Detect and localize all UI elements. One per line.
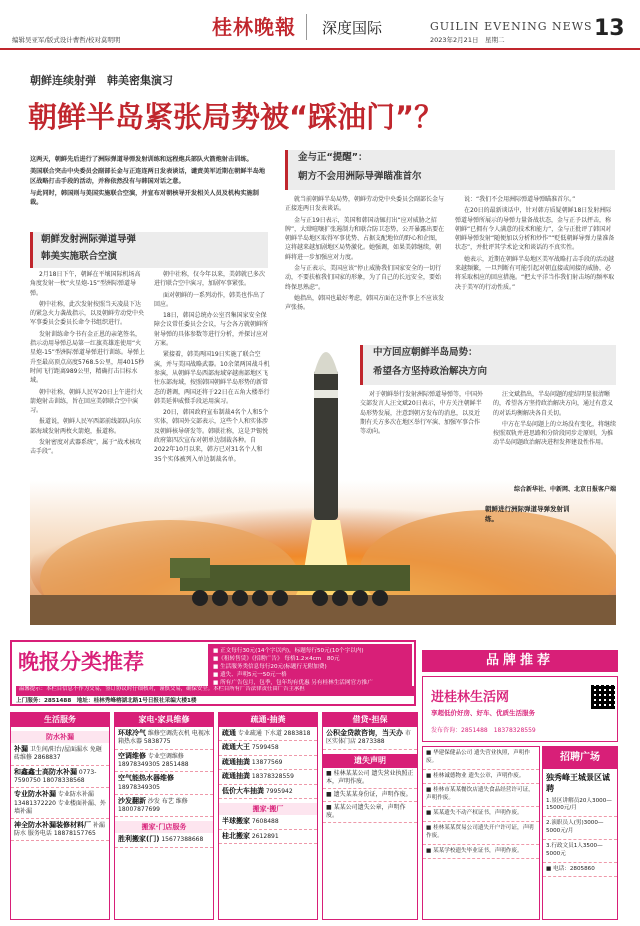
item-desc: 18978349305 [118,783,160,791]
column-header: 借贷·担保 [323,713,417,727]
item-name: 空气能热水器维修 [118,774,174,783]
column-subheader: 搬家·门店服务 [115,821,213,833]
ad-address: 上门服务：2851488 地址：桂林秀峰榕湖北路1号日报社采编大楼1楼 [16,698,197,704]
subheading-line: 朝方不会用洲际导弹瞄准首尔 [298,170,422,182]
masthead [0,0,640,50]
item-desc: 0773-7590750 18078338568 [14,768,97,784]
list-item: ■ 桂林市某某餐饮店遗失食品经营许可证，声明作废。 [423,784,539,807]
item-name: 公积金贷款咨询，当天办 [326,729,403,737]
article-kicker: 朝鲜连续射弹 韩美密集演习 [30,74,173,87]
article-headline: 朝鲜半岛紧张局势被“踩油门”？ [28,100,444,134]
item-name: 补漏 [14,745,28,753]
notice-list [422,746,540,920]
lead-paragraph: 与此同时，韩国则与美国实施联合空演，并宣布对朝核导开发相关人员及机构实施制裁。 [30,189,259,207]
list-item [323,727,417,750]
body-paragraph: 中方在半岛问题上的立场没有变化，将继续按照双轨并进思路和分阶段同步走原则，为推动半岛问题政治解决进程发挥建设性作用。 [493,420,616,447]
body-paragraph: 说：“我们不会用洲际弹道导弹瞄准首尔。” [464,196,576,203]
pipe-cleaning-column [218,712,318,920]
list-item [115,772,213,795]
classified-title: 晚报分类推荐 [18,650,144,674]
column-header: 生活服务 [11,713,109,727]
brand-slogan: 享超低价好房、好车、优质生活服务 [431,709,535,717]
page-number: 13 [594,16,625,41]
subheading-line: 金与正“提醒”： [298,152,368,163]
list-item [11,819,109,842]
rate-line: ■ 生活服务类信息每行20元(标题行无附加费) [213,664,327,671]
list-item: ■ 遗失某某身份证，声明作废。 [323,789,417,802]
item-desc: 2612891 [251,832,279,840]
brand-ad [422,676,618,742]
item-name: 疏通抽粪 [222,757,250,766]
item-desc: 专业疏通 下水道 2883818 [237,730,311,737]
subheading-line: 朝鲜发射洲际弹道导弹 [41,234,137,245]
list-item [115,727,213,750]
subheading-line: 韩美实施联合空演 [41,250,118,262]
list-item [219,727,317,741]
list-item [115,750,213,773]
list-item: 1.景区讲解员20人3000—15000元/月 [543,795,617,818]
list-item [219,815,317,829]
list-item: ■ 桂林某某贸易公司遗失开户许可证，声明作废。 [423,822,539,845]
item-name: 疏通 [222,729,236,737]
body-paragraph: 她指出，韩国也最好考虑，韩国方面在这件事上不应该发声张扬。 [285,294,445,312]
rate-line: ■ 遗失、声明5元一50元一格 [213,672,287,679]
item-desc: 专业空调维修 18978349305 2851488 [118,752,189,768]
item-desc: 维修空调洗衣机 电视冰箱热水器 5838775 [118,730,210,746]
item-name: 胜利搬家(门) [118,835,160,844]
body-paragraph: 朝中社称，仅今年以来，美韩就已多次进行联合空中演习，加剧军事紧张。 [154,271,266,288]
ad-rates-box [208,644,412,686]
article-body-section-1 [30,270,270,555]
brand-phone: 发布咨询：2851488 18378328559 [431,727,536,734]
item-desc: 卫生间/阳台/屋面漏水 免砸砖维修 2868837 [14,746,102,762]
item-name: 空调维修 [118,751,146,760]
subheading-line: 中方回应朝鲜半岛局势： [373,347,478,358]
item-name: 疏通大王 [222,743,250,752]
list-item: ■ 某某遗失不动产权证书，声明作废。 [423,807,539,822]
loan-notice-column [322,712,418,920]
subheading-box-2 [285,150,615,190]
list-item: 3.行政文员1人3500—5000元 [543,840,617,863]
item-name: 环球冷气 [118,729,146,737]
rate-line: ■《租转售赁》《招聘广告》 每格1.2×4cm 80元 [213,656,340,663]
list-item [219,770,317,784]
body-paragraph: 发射训练命令书有金正恩的亲笔签名，指示动用导弹总局第一红旗英雄连使用“火星炮-15”型洲际弹道导弹进行训练。导弹上升至最高顶点高度5768.5公里，用4015秒时间飞行距离989公里，精确打击目标水域。 [30,330,145,385]
item-desc: 7995942 [265,787,293,795]
list-item: ■ 桂林诚德物业 遗失公章，声明作废。 [423,770,539,785]
rate-line: ■ 正文每行30元(14个字以内)，标题每行50元(10个字以内) [213,648,364,654]
list-item [219,830,317,844]
subheading-box-3 [360,345,616,385]
item-name: 桂北搬家 [222,831,250,840]
body-paragraph: 发射密度对武器系统”，属于“战术核攻击手段”。 [30,439,142,456]
item-desc: 7608488 [251,818,279,826]
item-desc: 18378328559 [251,773,294,781]
list-item [11,743,109,766]
body-paragraph: 2月18日下午，朝鲜在平壤国际机场高角度发射一枚“火星炮-15”型洲际弹道导弹。 [30,271,141,297]
list-item [115,833,213,847]
list-item: ■ 电话：2805860 [543,863,617,878]
item-desc: 7599458 [251,744,279,752]
item-desc: 15677388668 [161,836,204,844]
newspaper-logo: 桂林晚報 [212,15,296,39]
article-body-section-2 [285,195,615,335]
list-item: ■ 某某公司遗失公章，声明作废。 [323,802,417,823]
source-credit: 综合新华社、中新网、北京日报客户端 [513,486,616,493]
home-repair-column [114,712,214,920]
lead-paragraph: 这两天，朝鲜先后进行了洲际弹道导弹发射训练和远程炮兵部队火箭炮射击训练。 [30,156,253,163]
item-desc: 13877569 [251,758,283,766]
recruitment-title: 独秀峰王城景区诚聘 [546,773,610,793]
list-item: 2.演职员人(男)3000—5000元/月 [543,817,617,840]
english-title: GUILIN EVENING NEWS [430,20,593,33]
photo-caption: 朝鲜进行洲际弹道导弹发射训练。 [485,505,570,523]
recruitment-box [542,746,618,920]
article-lead [30,155,268,210]
list-item [219,741,317,755]
body-paragraph: 汪文斌指出，半岛问题的症结明显很清晰的，希望各方坚持政治解决方向，通过有意义的对话均衡解决各自关切。 [493,391,614,417]
brand-header: 品牌推荐 [422,650,618,672]
list-item [219,756,317,770]
item-name: 疏通抽粪 [222,772,250,781]
item-name: 和鑫鑫士高防水补漏 [14,767,77,776]
issue-date: 2023年2月21日 星期二 [430,36,505,44]
item-desc: 补漏防水 服务电话 18878157765 [14,821,105,838]
list-item: ■ 某某学校遗失毕业证书，声明作废。 [423,845,539,860]
item-name: 沙发翻新 [118,796,146,805]
brand-name: 进桂林生活网 [431,690,510,705]
subheading-box-1 [30,232,268,268]
column-header: 家电·家具维修 [115,713,213,727]
ad-notice: 温馨提示：本栏目信息不作为交易，签订协议时仔细核对，谨慎交易，确保安全。本栏目所有广告法律责任由广告主承担 [16,686,414,696]
lead-paragraph: 美国联合突击中央委员会副部长金与正连连两日发表谈话，谴责美军近期在朝鲜半岛地区战略打击手段的活动，并称依然没有与韩国对话之意。 [30,168,266,185]
item-name: 神全防水补漏装修材料厂 [14,820,91,829]
body-paragraph: 对于朝鲜举行发射洲际弹道导弹等，中国外交部发言人汪文斌20日表示，中方关注朝鲜半岛形势发展，注意到朝方发布的消息，以及近期有关方多次在地区举行军演、加强军事合作等动向。 [360,391,484,436]
body-paragraph: 紧接着，韩美两国19日实施了联合空演，并与美国战略武器。10余架两国战斗机参演，从朝鲜半岛西部海域穿越南部地区飞往东部海域，按照韩国朝鲜半岛形势的新常态的谐调，两国还将于22日在五角大楼举行韩美延伸威慑手段运用演习。 [154,351,270,405]
body-paragraph: 朝中社称，朝鲜人民军20日上午进行火箭炮射击训练，旨在回应美韩联合空中演习。 [30,388,143,415]
rate-line: ■ 所有广告包月，包季，包年均有优惠 另有桂林生活网官方推广 [213,680,373,687]
recruitment-header: 招聘广场 [543,747,617,769]
list-item [219,785,317,799]
masthead-divider [306,14,307,40]
body-paragraph: 她表示，近期在朝鲜半岛地区美军战略打击手段的活动越来越频繁，一旦判断有可能引起对朝直接或间接的威胁，必将采取相应的回应措施。“把太平洋当作我们射击场的频率取决于美军的行动性质。” [455,255,615,291]
list-item: ■ 华建保健品公司 遗失营业执照，声明作废。 [423,747,539,770]
body-paragraph: 报道说，朝鲜人民军西部前线部队向东部海域发射两枚火箭炮，报道称。 [30,418,142,435]
column-subheader: 防水补漏 [11,731,109,743]
body-paragraph: 面对朝鲜的一系列动作，韩美也作出了回应。 [154,291,266,308]
list-item [11,766,109,789]
body-paragraph: 18日，韩国总统办公室召集国家安全保障会议常任委员会会议，与会各方就朝鲜所射导弹的具体参数等进行分析，并探讨应对方案。 [154,312,269,348]
item-name: 专业防水补漏 [14,790,56,799]
life-services-column [10,712,110,920]
body-paragraph: 在20日的最新谈话中，针对韩方质疑朝鲜18日发射洲际弹道导弹所展示的导弹力量备战状态，金与正予以抨击，称朝鲜“已拥有令人满意的技术和能力”，金与正批评了韩国对朝鲜导弹发射“随便加以分析和炒作”“贬低朝鲜导弹力量准备状态”，并批评其学术论文和谈话的不真实性。 [455,207,615,252]
item-desc: 市区实体门店 2873388 [326,730,411,746]
list-item [11,788,109,819]
list-item [115,795,213,818]
column-header: 疏通·抽粪 [219,713,317,727]
list-item: ■ 桂林某某公司 遗失营业执照正本，声明作废。 [323,768,417,789]
column-header: 遗失声明 [323,754,417,768]
body-paragraph: 20日，韩国政府宣布制裁4名个人和5个实体，韩国外交部表示，这些个人和实体涉及朝鲜核导研发等。韩联社称，这是尹锡悦政府第四次宣布对朝单边制裁各种。自2022年10月以来，韩方已对31名个人和35个实体被列入单边制裁名单。 [154,409,269,463]
item-name: 低价大车抽粪 [222,786,264,795]
section-name: 深度国际 [322,19,383,37]
item-desc: 沙发 布艺 维修 18007877699 [118,797,188,814]
body-paragraph: 就当前朝鲜半岛局势，朝鲜劳动党中央委员会副部长金与正接连两日发表谈话。 [285,196,445,213]
body-paragraph: 金与正19日表示，美国和韩国动辄打出“应对威胁之招牌”，大肆喧嚷扩张遏制力和联合防卫态势，公开暴露出要在朝鲜半岛地区取得军事优势、占据支配地位的野心和企图，这将越来越加剧地区局势激化。她强调，如果美韩继续，朝鲜将进一步加强应对力度。 [285,216,445,261]
item-name: 半球搬家 [222,817,250,826]
subheading-line: 希望各方坚持政治解决方向 [373,365,488,377]
body-paragraph: 朝中社称，此次发射按照当天凌晨下达的紧急火力袭战指示，以及朝鲜劳动党中央军事委员会委员长命令书组织进行。 [30,300,145,327]
body-paragraph: 金与正表示，美国应该“停止威胁我们国家安全的一切行动，不要扶植我们国家的形象，为了自己的长远安全，要始终保思熟虑”。 [285,265,442,291]
item-desc: 专业防水补漏13481372220 专业楼面补漏、外墙补漏 [14,791,106,815]
classified-ads-banner [10,640,416,706]
qr-code-icon [591,685,615,709]
staff-credits: 编辑吴亚军/版式设计曹哲/校对莫明明 [12,36,121,44]
column-subheader: 搬家·搬厂 [219,803,317,815]
